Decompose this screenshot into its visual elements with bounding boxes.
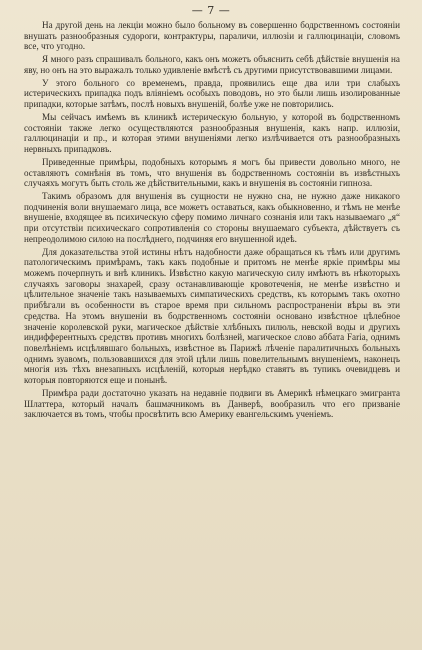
page-number: — 7 —: [191, 4, 231, 17]
paragraph: Такимъ образомъ для внушенія въ сущности не нужно сна, не нужно даже никакого подчиненія воли внушаемаго лица, все можетъ оставаться, какъ обыкновенно, и тѣмъ не менѣе внушеніе, входящее въ психическую сферу помимо личнаго сознанія или такъ называемаго „я“ при отсутствіи психическаго сопротивленія со стороны внушаемаго субъекта, дѣйствуетъ съ непреодолимою силою на послѣднего, подчиняя его внушенной идеѣ.: [24, 191, 400, 244]
paragraph: У этого больного со временемъ, правда, проявились еще два или три слабыхъ истерическихъ припадка подъ вліяніемъ особыхъ поводовъ, но это были лишь изолированные припадки, которые затѣмъ, послѣ новыхъ внушеній, болѣе уже не повторились.: [24, 77, 400, 110]
paragraph: Приведенные примѣры, подобныхъ которымъ я могъ бы привести довольно много, не оставляютъ сомнѣнія въ томъ, что внушенія въ бодрственномъ состояніи въ извѣстныхъ случаяхъ могутъ быть столь же дѣйствительными, какъ и внушенія въ состояніи гипноза.: [24, 156, 400, 189]
paragraph: На другой день на лекціи можно было больному въ совершенно бодрственномъ состояніи внушать разнообразныя судороги, контрактуры, параличи, иллюзіи и галлюцинаціи, словомъ все, что угодно.: [24, 20, 400, 52]
paragraph: Для доказательства этой истины нѣтъ надобности даже обращаться къ тѣмъ или другимъ патологическимъ примѣрамъ, такъ какъ подобные и притомъ не менѣе яркіе примѣры мы можемъ почерпнуть и внѣ клиникъ. Извѣстно какую магическую силу имѣютъ въ нѣкоторыхъ случаяхъ заговоры знахарей, сразу останавливающіе кровотеченія, не менѣе извѣстно и цѣлительное значеніе такъ называемыхъ симпатическихъ средствъ, къ которымъ такъ охотно прибѣгали въ особенности въ старое время при сильномъ распространеніи вѣры въ эти средства. На этомъ внушеніи въ бодрственномъ состояніи основано извѣстное цѣлебное значеніе королевской руки, магическое дѣйствіе хлѣбныхъ пилюль, невской воды и другихъ индифферентныхъ средствъ противъ многихъ болѣзней, магическое слово аббата Fariа, однимъ повелѣніемъ исцѣлявшаго больныхъ, извѣстное въ Парижѣ лѣченіе паралитичныхъ больныхъ однимъ зуавомъ, пользовавшихся для этой цѣли лишь повелительнымъ внушеніемъ, наконецъ многія изъ тѣхъ внезапныхъ исцѣленій, которыя нерѣдко ставятъ въ тупикъ очевидцевъ и которыя повторяются еще и понынѣ.: [24, 246, 400, 386]
paragraph: Я много разъ спрашивалъ больного, какъ онъ можетъ объяснить себѣ дѣйствіе внушенія на яву, но онъ на это выражалъ только удивленіе вмѣстѣ съ другими присутствовавшими лицами.: [24, 54, 400, 75]
body-text: [24, 20, 400, 420]
paragraph: Примѣра ради достаточно указать на недавніе подвиги въ Америкѣ нѣмецкаго эмигранта Шлаттера, который началъ башмачникомъ въ Данверѣ, вообразилъ что его призваніе заключается въ томъ, чтобы просвѣтить всю Америку евангельскимъ ученіемъ.: [24, 387, 400, 420]
paragraph: Мы сейчасъ имѣемъ въ клиникѣ истерическую больную, у которой въ бодрственномъ состояніи также легко осуществляются разнообразныя внушенія, какъ напр. иллюзіи, галлюцинаціи и пр., и которая этими внушеніями легко излѣчивается отъ разнообразныхъ нервныхъ припадковъ.: [24, 111, 400, 155]
